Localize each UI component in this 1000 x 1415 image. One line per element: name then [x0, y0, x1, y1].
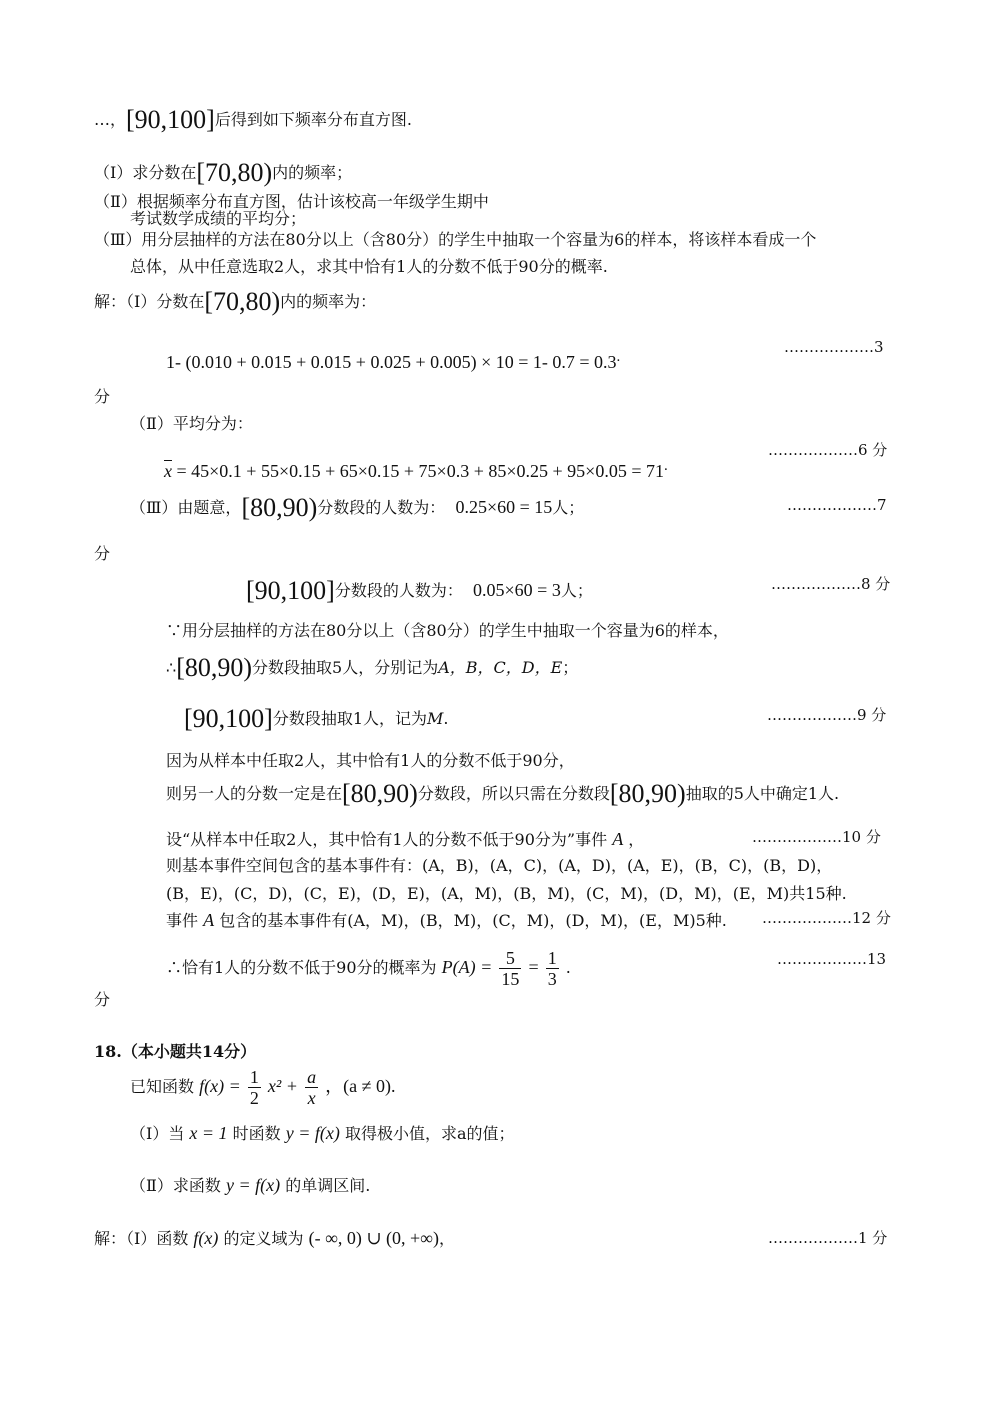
s5-because: ∵用分层抽样的方法在80分以上（含80分）的学生中抽取一个容量为6的样本， — [166, 621, 729, 640]
s13-text: 包含的基本事件有(A，M)，(B，M)，(C，M)，(D，M)，(E，M)5种. — [219, 911, 727, 930]
problem18-solution — [94, 1228, 455, 1249]
s9-line — [166, 779, 840, 808]
s14-fraction-1 — [499, 948, 521, 989]
s4-line — [246, 576, 593, 605]
frac1-den: 15 — [501, 969, 520, 989]
intro-text: 后得到如下频率分布直方图. — [214, 110, 412, 129]
s13-event: A — [203, 910, 215, 930]
s3-interval: [80,90) — [241, 493, 318, 522]
s1-interval: [70,80) — [204, 287, 281, 316]
q1-interval: [70,80) — [196, 158, 273, 187]
s13-line — [166, 910, 727, 931]
s10-text: 设“从样本中任取2人，其中恰有1人的分数不低于90分为”事件 — [166, 830, 608, 849]
problem18-given — [130, 1064, 396, 1109]
sol-end: ， — [438, 1229, 455, 1248]
sol-mid: 的定义域为 — [223, 1229, 304, 1248]
s7-end: . — [443, 709, 449, 728]
intro-interval: [90,100] — [126, 105, 215, 134]
s6-end: ； — [562, 658, 579, 677]
s8-line: 因为从样本中任取2人，其中恰有1人的分数不低于90分， — [166, 751, 575, 770]
x-bar: $\overline{x}$ — [164, 461, 172, 481]
half-fraction — [248, 1067, 261, 1108]
frac2-num: 1 — [547, 948, 557, 968]
given-fx: f(x) = — [199, 1076, 241, 1096]
question-2-line1: （Ⅱ）根据频率分布直方图，估计该校高一年级学生期中 — [94, 192, 489, 211]
s11-line: 则基本事件空间包含的基本事件有：(A，B)，(A，C)，(A，D)，(A，E)，(B，C)，(B，D)， — [166, 856, 833, 875]
s10-end: ， — [628, 830, 645, 849]
s7-text: 分数段抽取1人，记为 — [272, 709, 428, 728]
given-prefix: 已知函数 — [130, 1077, 195, 1096]
half-den: 2 — [249, 1088, 259, 1108]
s10-score: ………………10 分 — [752, 828, 881, 846]
question-3-line2: 总体，从中任意选取2人，求其中恰有1人的分数不低于90分的概率. — [130, 257, 608, 276]
s14-score-dots: ………………13 — [777, 950, 887, 968]
s3-formula: 0.25×60 = 15 — [455, 497, 553, 517]
sol-prefix: 解：（Ⅰ）函数 — [94, 1229, 189, 1248]
p2-y: y = f(x) — [225, 1175, 281, 1195]
p1-suffix: 取得极小值，求a的值； — [344, 1124, 515, 1143]
a-num: a — [307, 1067, 317, 1087]
s1-score-unit: 分 — [94, 387, 111, 406]
s6-line — [166, 653, 579, 682]
s9-prefix: 则另一人的分数一定是在 — [166, 784, 343, 803]
intro-ellipsis: …， — [94, 110, 127, 129]
problem18-title: 18.（本小题共14分） — [94, 1042, 257, 1061]
s9-mid: 分数段，所以只需在分数段 — [417, 784, 610, 803]
s1-formula: 1- (0.010 + 0.015 + 0.015 + 0.025 + 0.005) × 10 = 1- 0.7 = 0.3 — [166, 352, 617, 372]
s1-score-dots: ………………3 — [784, 338, 884, 356]
s9-interval2: [80,90) — [609, 779, 686, 808]
s3-score-dots: ………………7 — [787, 496, 887, 514]
p1-prefix: （Ⅰ）当 — [130, 1124, 185, 1143]
s3-prefix: （Ⅲ）由题意， — [130, 498, 242, 517]
solution-part1-heading — [94, 287, 377, 316]
given-condition: ，(a ≠ 0). — [325, 1076, 396, 1096]
s13-score: ………………12 分 — [762, 909, 891, 927]
s14-score-unit: 分 — [94, 990, 111, 1009]
question-3-line1: （Ⅲ）用分层抽样的方法在80分以上（含80分）的学生中抽取一个容量为6的样本，将该样本看成一个 — [94, 230, 817, 249]
s4-interval: [90,100] — [246, 576, 335, 605]
s2-period: . — [663, 458, 668, 474]
s3-mid: 分数段的人数为： — [317, 498, 446, 517]
s14-eq: = — [528, 957, 539, 977]
x-squared: x² + — [267, 1076, 298, 1096]
question-1 — [94, 158, 353, 187]
s3-score-unit: 分 — [94, 544, 111, 563]
frac2-den: 3 — [547, 969, 557, 989]
q1-suffix: 内的频率； — [272, 163, 353, 182]
s10-event: A — [612, 829, 624, 849]
problem18-part1 — [130, 1123, 515, 1144]
sol-domain: (- ∞, 0) ∪ (0, +∞) — [308, 1228, 439, 1248]
a-over-x-fraction — [305, 1067, 318, 1108]
s9-suffix: 抽取的5人中确定1人. — [685, 784, 840, 803]
s10-line — [166, 829, 644, 850]
s2-formula: = 45×0.1 + 55×0.15 + 65×0.15 + 75×0.3 + 85×0.25 + 95×0.05 = 71 — [172, 461, 664, 481]
sol-score: ………………1 分 — [768, 1229, 888, 1247]
s13-prefix: 事件 — [166, 911, 199, 930]
p1-x: x = 1 — [189, 1123, 228, 1143]
s4-formula: 0.05×60 = 3 — [473, 580, 561, 600]
s7-interval: [90,100] — [184, 704, 273, 733]
s2-formula-line — [164, 456, 668, 481]
s1-period: . — [616, 349, 621, 365]
s6-text: 分数段抽取5人，分别记为 — [252, 658, 439, 677]
s2-score: ………………6 分 — [768, 441, 888, 459]
s3-line — [130, 493, 585, 522]
p1-mid: 时函数 — [232, 1124, 281, 1143]
p2-prefix: （Ⅱ）求函数 — [130, 1176, 221, 1195]
s7-score: ………………9 分 — [767, 706, 887, 724]
s4-score: ………………8 分 — [771, 575, 891, 593]
p1-y: y = f(x) — [285, 1123, 340, 1143]
s1-prefix: 解：（Ⅰ）分数在 — [94, 292, 205, 311]
s14-end: . — [565, 958, 571, 977]
problem18-part2 — [130, 1175, 370, 1196]
question-2-line2: 考试数学成绩的平均分； — [130, 209, 307, 228]
sol-fx: f(x) — [193, 1228, 219, 1248]
s7-letter: M — [427, 709, 444, 728]
s14-line — [166, 945, 571, 990]
s3-suffix: 人； — [552, 498, 585, 517]
q1-prefix: （Ⅰ）求分数在 — [94, 163, 197, 182]
s6-interval: [80,90) — [176, 653, 253, 682]
therefore-symbol: ∴ — [166, 658, 177, 677]
s14-prefix: ∴恰有1人的分数不低于90分的概率为 — [166, 958, 437, 977]
s12-line: (B，E)，(C，D)，(C，E)，(D，E)，(A，M)，(B，M)，(C，M)，(D，M)，(E，M)共15种. — [166, 884, 847, 903]
s1-suffix: 内的频率为： — [280, 292, 377, 311]
s4-suffix: 人； — [560, 581, 593, 600]
half-num: 1 — [249, 1067, 259, 1087]
s6-letters: A，B，C，D，E — [438, 658, 563, 677]
a-den: x — [307, 1088, 316, 1108]
s14-fraction-2 — [546, 948, 559, 989]
s14-p: P(A) = — [441, 957, 493, 977]
s1-formula-line — [166, 347, 620, 372]
intro-line — [94, 105, 412, 134]
s7-line — [184, 704, 449, 733]
s4-mid: 分数段的人数为： — [334, 581, 463, 600]
s9-interval1: [80,90) — [342, 779, 418, 808]
p2-suffix: 的单调区间. — [285, 1176, 371, 1195]
frac1-num: 5 — [499, 948, 521, 969]
s2-label: （Ⅱ）平均分为： — [130, 414, 253, 433]
